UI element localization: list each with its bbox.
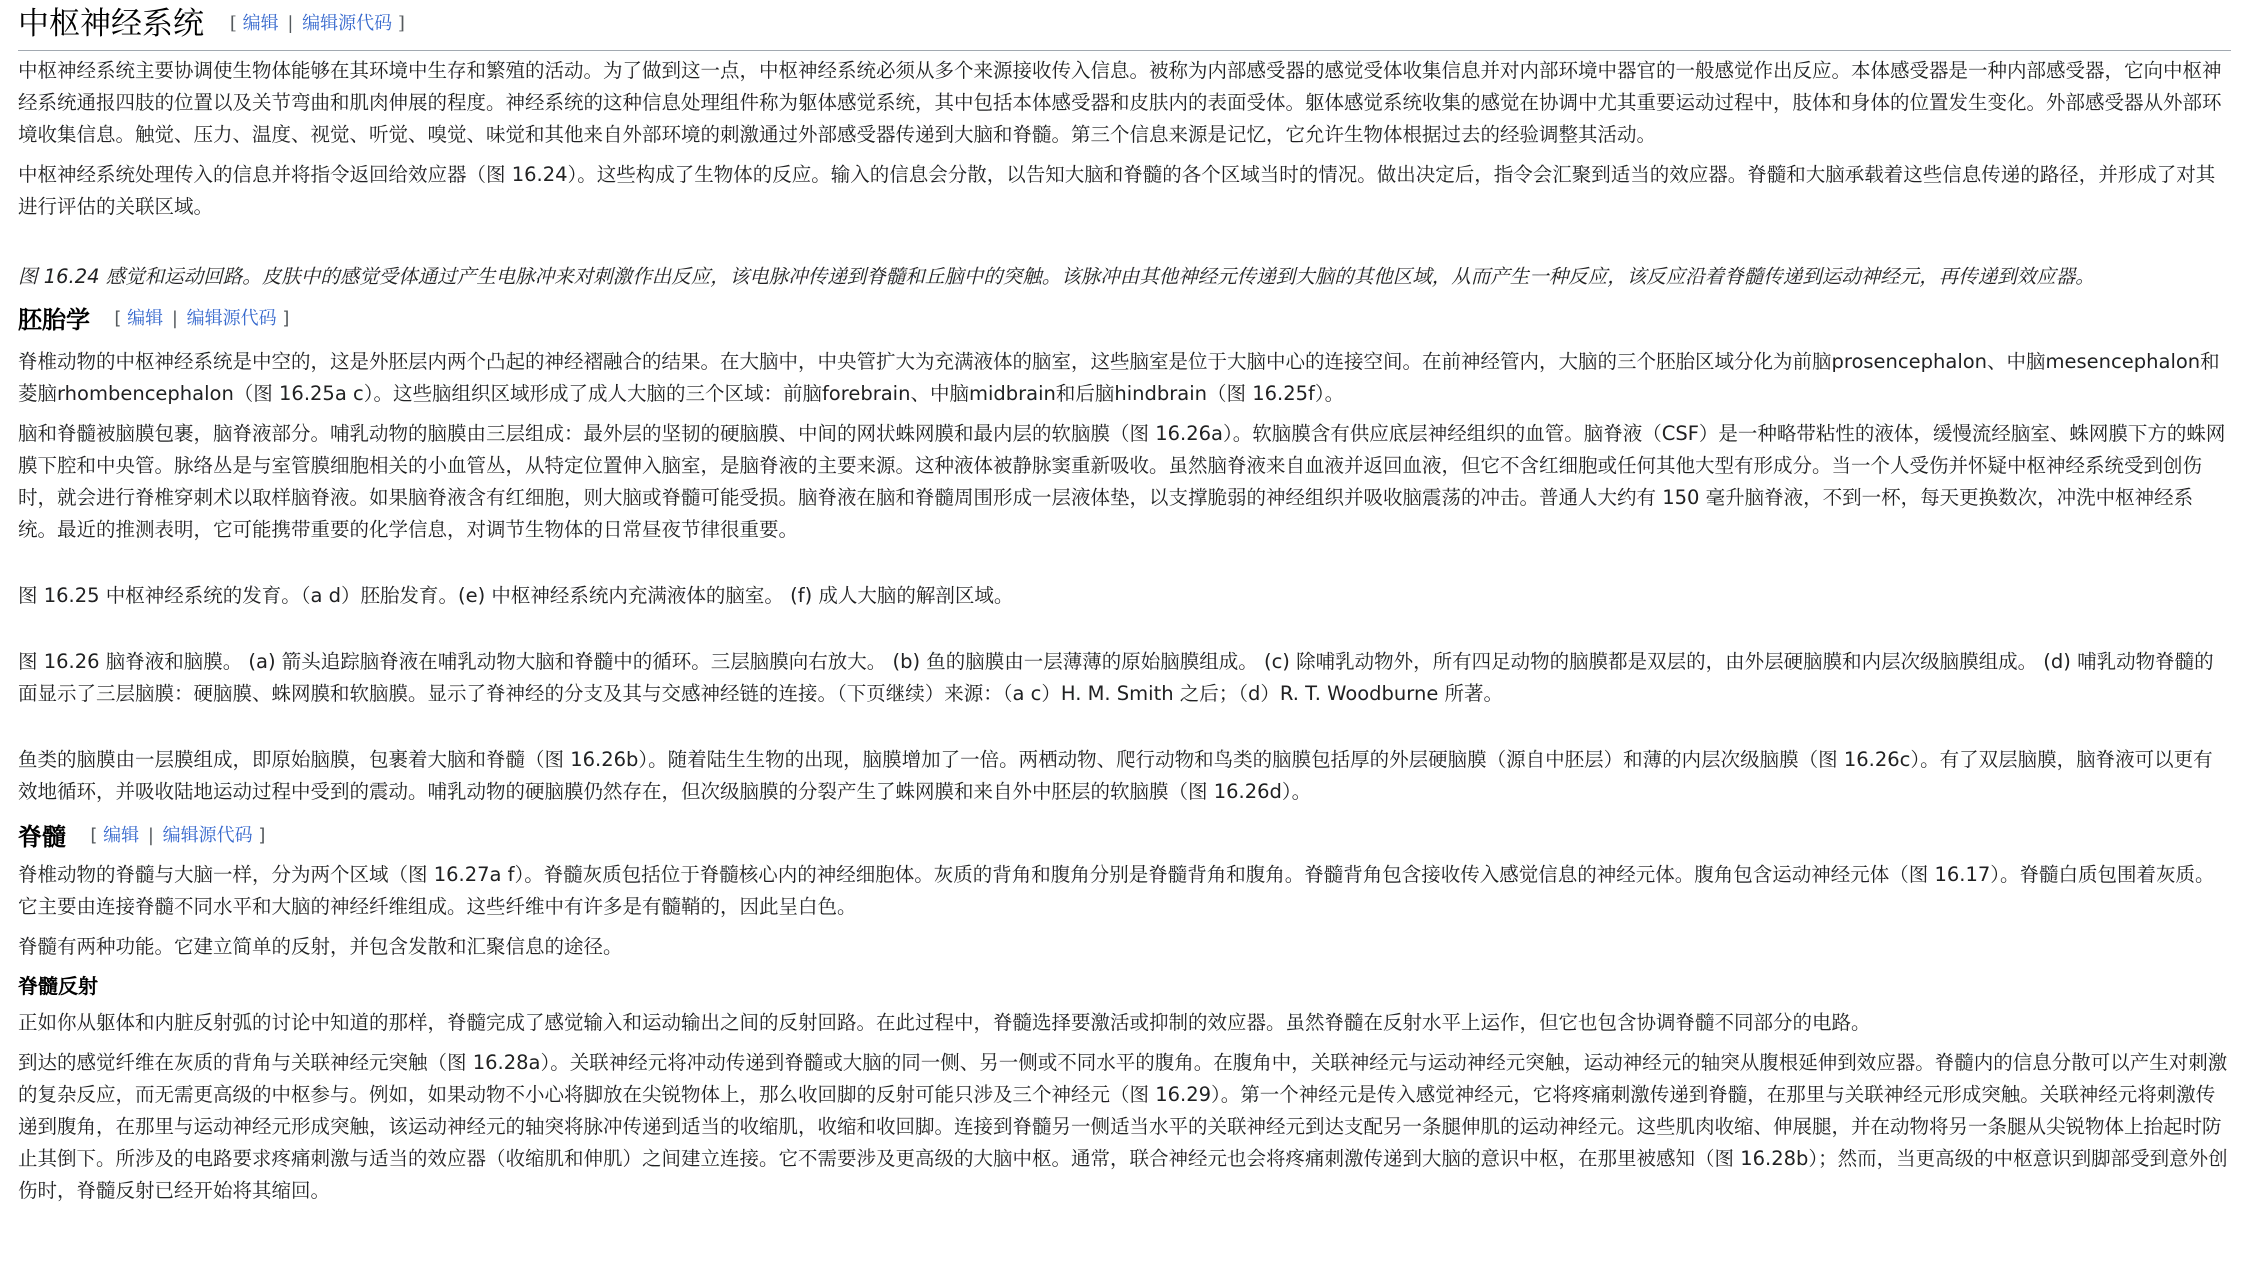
figure-16-25-caption: 图 16.25 中枢神经系统的发育。（a d）胚胎发育。(e) 中枢神经系统内充满液体的脑室。 (f) 成人大脑的解剖区域。	[18, 583, 1014, 607]
page-title-text: 中枢神经系统	[18, 6, 204, 42]
bracket-close: ]	[258, 824, 266, 846]
spinal-reflex-paragraph-2: 到达的感觉纤维在灰质的背角与关联神经元突触（图 16.28a）。关联神经元将冲动传递到脊髓或大脑的同一侧、另一侧或不同水平的腹角。在腹角中，关联神经元与运动神经元突触，运动神经元的轴突从腹根延伸到效应器。脊髓内的信息分散可以产生对刺激的复杂反应，而无需更高级的中枢参与。例如，如果动物不小心将脚放在尖锐物体上，那么收回脚的反射可能只涉及三个神经元（图 16.29）。第一个神经元是传入感觉神经元，它将疼痛刺激传递到脊髓，在那里与关联神经元形成突触。关联神经元将刺激传递到腹角，在那里与运动神经元形成突触，该运动神经元的轴突将脉冲传递到适当的收缩肌，收缩和收回脚。连接到脊髓另一侧适当水平的关联神经元到达支配另一条腿伸肌的运动神经元。这些肌肉收缩、伸展腿，并在动物将另一条腿从尖锐物体上抬起时防止其倒下。所涉及的电路要求疼痛刺激与适当的效应器（收缩肌和伸肌）之间建立连接。它不需要涉及更高级的大脑中枢。通常，联合神经元也会将疼痛刺激传递到大脑的意识中枢，在那里被感知（图 16.28b）；然而，当更高级的中枢意识到脚部受到意外创伤时，脊髓反射已经开始将其缩回。	[18, 1050, 2228, 1202]
spinal-cord-paragraph-1: 脊椎动物的脊髓与大脑一样，分为两个区域（图 16.27a f）。脊髓灰质包括位于脊髓核心内的神经细胞体。灰质的背角和腹角分别是脊髓背角和腹角。脊髓背角包含接收传入感觉信息的神经元体。腹角包含运动神经元体（图 16.17）。脊髓白质包围着灰质。它主要由连接脊髓不同水平和大脑的神经纤维组成。这些纤维中有许多是有髓鞘的，因此呈白色。	[18, 862, 2215, 918]
bracket-open: [	[90, 824, 98, 846]
section-heading-embryology	[18, 303, 2231, 338]
embryology-edit-source-link[interactable]: 编辑源代码	[186, 307, 277, 329]
intro-paragraph-1: 中枢神经系统主要协调使生物体能够在其环境中生存和繁殖的活动。为了做到这一点，中枢神经系统必须从多个来源接收传入信息。被称为内部感受器的感觉受体收集信息并对内部环境中器官的一般感觉作出反应。本体感受器是一种内部感受器，它向中枢神经系统通报四肢的位置以及关节弯曲和肌肉伸展的程度。神经系统的这种信息处理组件称为躯体感觉系统，其中包括本体感受器和皮肤内的表面受体。躯体感觉系统收集的感觉在协调中尤其重要运动过程中，肢体和身体的位置发生变化。外部感受器从外部环境收集信息。触觉、压力、温度、视觉、听觉、嗅觉、味觉和其他来自外部环境的刺激通过外部感受器传递到大脑和脊髓。第三个信息来源是记忆，它允许生物体根据过去的经验调整其活动。	[18, 58, 2222, 146]
figure-16-24-caption: 图 16.24 感觉和运动回路。皮肤中的感觉受体通过产生电脉冲来对刺激作出反应，该电脉冲传递到脊髓和丘脑中的突触。该脉冲由其他神经元传递到大脑的其他区域，从而产生一种反应，该反应沿着脊髓传递到运动神经元，再传递到效应器。	[18, 264, 2095, 288]
edit-separator: |	[171, 307, 178, 329]
bracket-close: ]	[282, 307, 290, 329]
spinal-cord-paragraph-2: 脊髓有两种功能。它建立简单的反射，并包含发散和汇聚信息的途径。	[18, 934, 623, 958]
embryology-edit-link[interactable]: 编辑	[127, 307, 164, 329]
spinal-cord-edit-link[interactable]: 编辑	[103, 824, 140, 846]
embryology-paragraph-3: 鱼类的脑膜由一层膜组成，即原始脑膜，包裹着大脑和脊髓（图 16.26b）。随着陆生生物的出现，脑膜增加了一倍。两栖动物、爬行动物和鸟类的脑膜包括厚的外层硬脑膜（源自中胚层）和薄的内层次级脑膜（图 16.26c）。有了双层脑膜，脑脊液可以更有效地循环，并吸收陆地运动过程中受到的震动。哺乳动物的硬脑膜仍然存在，但次级脑膜的分裂产生了蛛网膜和来自外中胚层的软脑膜（图 16.26d）。	[18, 747, 2213, 803]
figure-16-26-caption: 图 16.26 脑脊液和脑膜。 (a) 箭头追踪脑脊液在哺乳动物大脑和脊髓中的循环。三层脑膜向右放大。 (b) 鱼的脑膜由一层薄薄的原始脑膜组成。 (c) 除哺乳动物外，所有四足动物的脑膜都是双层的，由外层硬脑膜和内层次级脑膜组成。 (d) 哺乳动物脊髓的面显示了三层脑膜：硬脑膜、蛛网膜和软脑膜。显示了脊神经的分支及其与交感神经链的连接。（下页继续）来源：（a c）H. M. Smith 之后；（d）R. T. Woodburne 所著。	[18, 649, 2214, 705]
title-edit-links	[230, 13, 405, 34]
edit-separator: |	[147, 824, 154, 846]
edit-link[interactable]: 编辑	[242, 12, 279, 34]
intro-paragraph-2: 中枢神经系统处理传入的信息并将指令返回给效应器（图 16.24）。这些构成了生物体的反应。输入的信息会分散，以告知大脑和脊髓的各个区域当时的情况。做出决定后，指令会汇聚到适当的效应器。脊髓和大脑承载着这些信息传递的路径，并形成了对其进行评估的关联区域。	[18, 162, 2216, 218]
bracket-open: [	[114, 307, 122, 329]
spinal-cord-edit-source-link[interactable]: 编辑源代码	[162, 824, 253, 846]
section-heading-spinal-cord-text: 脊髓	[18, 822, 66, 851]
bracket-open: [	[229, 12, 237, 34]
spinal-reflex-paragraph-1: 正如你从躯体和内脏反射弧的讨论中知道的那样，脊髓完成了感觉输入和运动输出之间的反射回路。在此过程中，脊髓选择要激活或抑制的效应器。虽然脊髓在反射水平上运作，但它也包含协调脊髓不同部分的电路。	[18, 1010, 1871, 1034]
embryology-paragraph-1: 脊椎动物的中枢神经系统是中空的，这是外胚层内两个凸起的神经褶融合的结果。在大脑中，中央管扩大为充满液体的脑室，这些脑室是位于大脑中心的连接空间。在前神经管内，大脑的三个胚胎区域分化为前脑prosencephalon、中脑mesencephalon和菱脑rhombencephalon（图 16.25a c）。这些脑组织区域形成了成人大脑的三个区域：前脑forebrain、中脑midbrain和后脑hindbrain（图 16.25f）。	[18, 349, 2220, 405]
bracket-close: ]	[397, 12, 405, 34]
embryology-paragraph-2: 脑和脊髓被脑膜包裹，脑脊液部分。哺乳动物的脑膜由三层组成：最外层的坚韧的硬脑膜、中间的网状蛛网膜和最内层的软脑膜（图 16.26a）。软脑膜含有供应底层神经组织的血管。脑脊液（CSF）是一种略带粘性的液体，缓慢流经脑室、蛛网膜下方的蛛网膜下腔和中央管。脉络丛是与室管膜细胞相关的小血管丛，从特定位置伸入脑室，是脑脊液的主要来源。这种液体被静脉窦重新吸收。虽然脑脊液来自血液并返回血液，但它不含红细胞或任何其他大型有形成分。当一个人受伤并怀疑中枢神经系统受到创伤时，就会进行脊椎穿刺术以取样脑脊液。如果脑脊液含有红细胞，则大脑或脊髓可能受损。脑脊液在脑和脊髓周围形成一层液体垫，以支撑脆弱的神经组织并吸收脑震荡的冲击。普通人大约有 150 毫升脑脊液，不到一杯，每天更换数次，冲洗中枢神经系统。最近的推测表明，它可能携带重要的化学信息，对调节生物体的日常昼夜节律很重要。	[18, 421, 2226, 541]
section-heading-embryology-text: 胚胎学	[18, 305, 90, 334]
page-title	[18, 4, 2231, 51]
subheading-spinal-reflex: 脊髓反射	[18, 973, 98, 998]
embryology-edit-links	[114, 308, 289, 329]
edit-source-link[interactable]: 编辑源代码	[302, 12, 393, 34]
edit-separator: |	[287, 12, 294, 34]
section-heading-spinal-cord	[18, 820, 2231, 855]
spinal-cord-edit-links	[90, 825, 265, 846]
